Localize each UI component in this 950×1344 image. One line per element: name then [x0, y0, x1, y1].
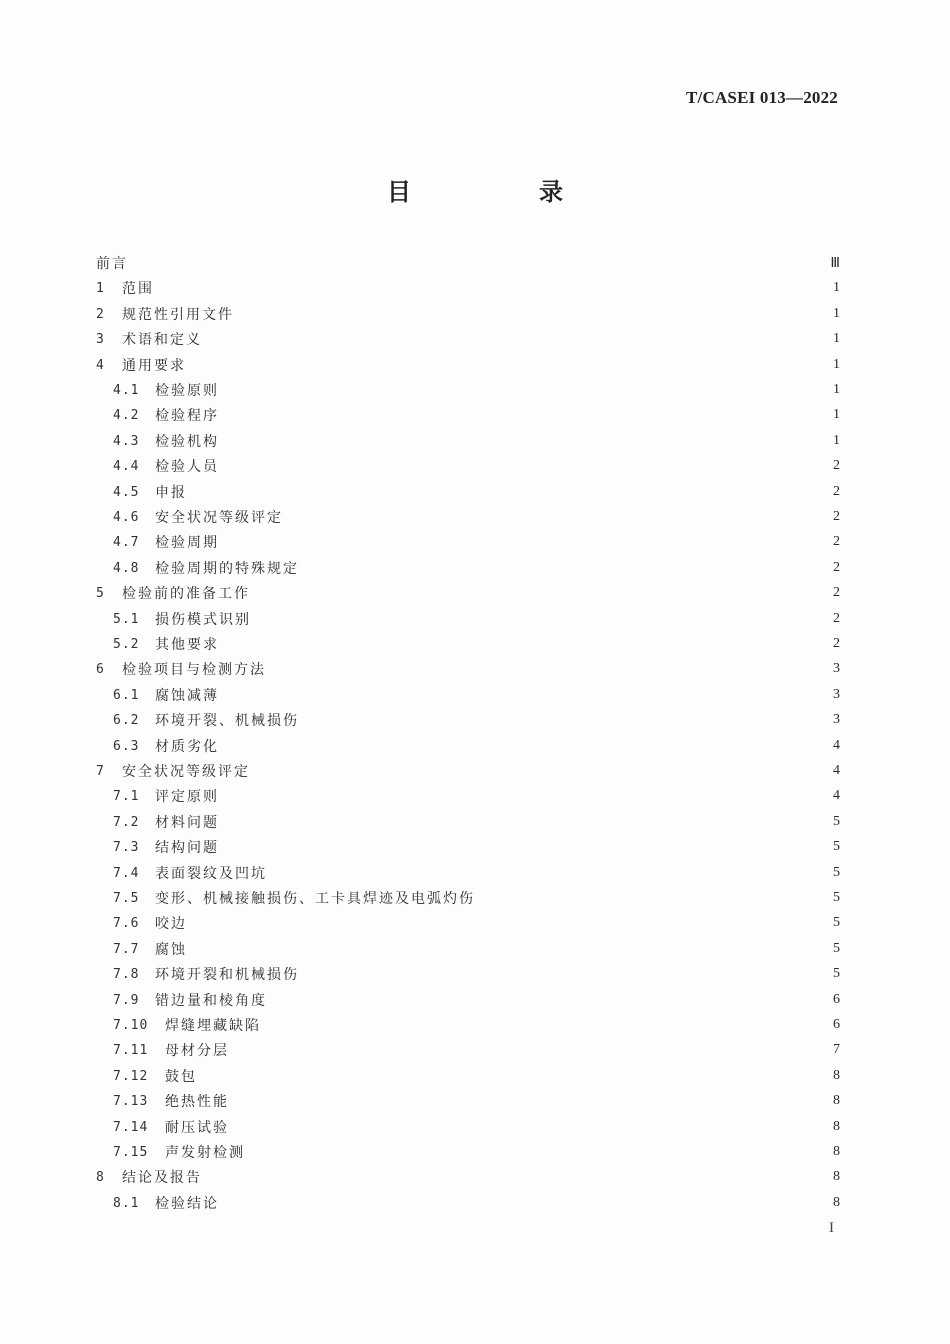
- toc-entry-label: 绝热性能: [165, 1094, 229, 1110]
- toc-entry-page: 2: [833, 585, 840, 600]
- toc-entry[interactable]: [113, 379, 840, 401]
- toc-entry-number: 7.4: [113, 865, 140, 881]
- toc-entry-label: 术语和定义: [122, 332, 202, 348]
- toc-entry[interactable]: [113, 531, 840, 553]
- toc-entry[interactable]: [113, 455, 840, 477]
- toc-entry-page: 8: [833, 1169, 840, 1184]
- toc-entry-page: 1: [833, 280, 840, 295]
- toc-entry-label: 鼓包: [165, 1069, 197, 1085]
- toc-entry-number: 7.6: [113, 915, 140, 931]
- dot-leader: [225, 811, 822, 833]
- dot-leader: [289, 506, 822, 528]
- toc-entry[interactable]: [113, 1090, 840, 1112]
- dot-leader: [272, 658, 822, 680]
- toc-entry-number: 8: [96, 1169, 105, 1185]
- dot-leader: [481, 887, 822, 909]
- toc-entry-page: 6: [833, 992, 840, 1007]
- toc-entry-label: 咬边: [155, 916, 187, 932]
- toc-entry-page: 5: [833, 814, 840, 829]
- toc-entry-number: 7.2: [113, 814, 140, 830]
- toc-entry-label: 检验周期: [155, 535, 219, 551]
- dot-leader: [134, 252, 822, 274]
- dot-leader: [256, 582, 822, 604]
- dot-leader: [160, 277, 822, 299]
- toc-entry-page: 8: [833, 1093, 840, 1108]
- toc-entry-page: 4: [833, 738, 840, 753]
- page-title: 目 录: [387, 178, 615, 206]
- toc-entry-label: 错边量和棱角度: [155, 993, 267, 1009]
- toc-entry-number: 4.6: [113, 509, 140, 525]
- toc-entry-number: 5.2: [113, 636, 140, 652]
- toc-entry-label: 安全状况等级评定: [155, 510, 283, 526]
- toc-entry-number: 7: [96, 763, 105, 779]
- toc-entry-number: 4.5: [113, 484, 140, 500]
- toc-entry-label: 腐蚀减薄: [155, 688, 219, 704]
- toc-entry[interactable]: [113, 785, 840, 807]
- toc-entry-page: 1: [833, 306, 840, 321]
- toc-entry-number: 5.1: [113, 611, 140, 627]
- toc-entry-page: 1: [833, 331, 840, 346]
- toc-entry-label: 结构问题: [155, 840, 219, 856]
- dot-leader: [235, 1039, 822, 1061]
- toc-entry-label: 评定原则: [155, 789, 219, 805]
- dot-leader: [225, 836, 822, 858]
- toc-entry[interactable]: [113, 1116, 840, 1138]
- dot-leader: [235, 1090, 822, 1112]
- toc-entry-label: 通用要求: [122, 358, 186, 374]
- dot-leader: [225, 735, 822, 757]
- toc-entry-number: 6: [96, 661, 105, 677]
- toc-entry-number: 7.3: [113, 839, 140, 855]
- toc-entry[interactable]: [96, 303, 840, 325]
- toc-entry[interactable]: [96, 252, 840, 274]
- toc-entry-page: 7: [833, 1042, 840, 1057]
- toc-entry-page: 3: [833, 712, 840, 727]
- toc-entry-page: 1: [833, 382, 840, 397]
- page-number: I: [829, 1220, 834, 1236]
- toc-entry-number: 6.3: [113, 738, 140, 754]
- toc-entry[interactable]: [96, 658, 840, 680]
- dot-leader: [305, 963, 822, 985]
- toc-entry-page: Ⅲ: [830, 255, 840, 271]
- toc-entry-label: 损伤模式识别: [155, 612, 251, 628]
- dot-leader: [235, 1116, 822, 1138]
- toc-entry-label: 结论及报告: [122, 1170, 202, 1186]
- toc-entry[interactable]: [113, 989, 840, 1011]
- dot-leader: [273, 862, 822, 884]
- toc-entry-label: 腐蚀: [155, 942, 187, 958]
- toc-entry-label: 环境开裂和机械损伤: [155, 967, 299, 983]
- toc-entry-number: 2: [96, 306, 105, 322]
- toc-entry-page: 2: [833, 611, 840, 626]
- dot-leader: [267, 1014, 822, 1036]
- toc-entry-page: 4: [833, 763, 840, 778]
- toc-entry-number: 7.14: [113, 1119, 149, 1135]
- toc-entry-page: 2: [833, 534, 840, 549]
- dot-leader: [208, 1166, 822, 1188]
- toc-entry-number: 7.5: [113, 890, 140, 906]
- toc-entry-page: 2: [833, 636, 840, 651]
- toc-entry-page: 3: [833, 661, 840, 676]
- toc-entry-number: 4.3: [113, 433, 140, 449]
- dot-leader: [225, 531, 822, 553]
- toc-entry[interactable]: [113, 1014, 840, 1036]
- toc-entry-page: 3: [833, 687, 840, 702]
- toc-entry-number: 4: [96, 357, 105, 373]
- toc-entry-number: 7.10: [113, 1017, 149, 1033]
- toc-entry[interactable]: [113, 735, 840, 757]
- toc-entry-number: 7.13: [113, 1093, 149, 1109]
- toc-entry-number: 8.1: [113, 1195, 140, 1211]
- toc-entry-number: 7.12: [113, 1068, 149, 1084]
- toc-entry[interactable]: [96, 1166, 840, 1188]
- toc-entry-page: 6: [833, 1017, 840, 1032]
- toc-entry-number: 7.15: [113, 1144, 149, 1160]
- toc-entry-number: 4.7: [113, 534, 140, 550]
- toc-entry[interactable]: [113, 481, 840, 503]
- toc-entry[interactable]: [113, 1065, 840, 1087]
- dot-leader: [225, 785, 822, 807]
- toc-entry[interactable]: [113, 404, 840, 426]
- toc-entry-label: 焊缝埋藏缺陷: [165, 1018, 261, 1034]
- toc-entry[interactable]: [96, 328, 840, 350]
- toc-entry-label: 检验前的准备工作: [122, 586, 250, 602]
- toc-entry-number: 7.8: [113, 966, 140, 982]
- toc-entry-page: 1: [833, 357, 840, 372]
- toc-entry-label: 其他要求: [155, 637, 219, 653]
- toc-entry-label: 申报: [155, 485, 187, 501]
- toc-entry-label: 耐压试验: [165, 1120, 229, 1136]
- toc-entry-page: 2: [833, 509, 840, 524]
- dot-leader: [193, 912, 822, 934]
- dot-leader: [251, 1141, 822, 1163]
- dot-leader: [305, 709, 822, 731]
- toc-entry-page: 5: [833, 915, 840, 930]
- toc-entry-label: 声发射检测: [165, 1145, 245, 1161]
- toc-entry-page: 2: [833, 484, 840, 499]
- toc-entry-page: 8: [833, 1068, 840, 1083]
- standard-code: T/CASEI 013—2022: [686, 88, 838, 107]
- toc-entry-label: 材料问题: [155, 815, 219, 831]
- toc-entry-label: 范围: [122, 281, 154, 297]
- toc-entry-page: 5: [833, 839, 840, 854]
- toc-entry-number: 7.11: [113, 1042, 149, 1058]
- toc-entry-label: 检验项目与检测方法: [122, 662, 266, 678]
- dot-leader: [225, 633, 822, 655]
- toc-entry-label: 检验原则: [155, 383, 219, 399]
- toc-entry-label: 表面裂纹及凹坑: [155, 866, 267, 882]
- toc-entry[interactable]: [113, 1141, 840, 1163]
- toc-entry[interactable]: [113, 938, 840, 960]
- toc-entry[interactable]: [113, 506, 840, 528]
- dot-leader: [225, 404, 822, 426]
- toc-entry-label: 检验程序: [155, 408, 219, 424]
- toc-entry-page: 5: [833, 865, 840, 880]
- toc-entry[interactable]: [113, 811, 840, 833]
- toc-entry[interactable]: [96, 582, 840, 604]
- toc-entry[interactable]: [113, 684, 840, 706]
- toc-entry-label: 材质劣化: [155, 739, 219, 755]
- toc-entry-label: 环境开裂、机械损伤: [155, 713, 299, 729]
- toc-entry-page: 8: [833, 1119, 840, 1134]
- toc-entry-page: 1: [833, 433, 840, 448]
- toc-entry-page: 5: [833, 941, 840, 956]
- toc-entry-number: 6.2: [113, 712, 140, 728]
- toc-entry-number: 7.7: [113, 941, 140, 957]
- toc-entry-number: 5: [96, 585, 105, 601]
- toc-entry[interactable]: [113, 557, 840, 579]
- toc-entry-page: 5: [833, 890, 840, 905]
- dot-leader: [257, 608, 822, 630]
- toc-entry-label: 规范性引用文件: [122, 307, 234, 323]
- dot-leader: [273, 989, 822, 1011]
- toc-entry[interactable]: [113, 709, 840, 731]
- dot-leader: [225, 379, 822, 401]
- toc-entry-number: 7.9: [113, 992, 140, 1008]
- dot-leader: [256, 760, 822, 782]
- toc-entry-page: 8: [833, 1195, 840, 1210]
- toc-entry-number: 4.4: [113, 458, 140, 474]
- toc-entry[interactable]: [113, 887, 840, 909]
- dot-leader: [203, 1065, 822, 1087]
- toc-entry[interactable]: [113, 633, 840, 655]
- dot-leader: [240, 303, 822, 325]
- toc-entry-number: 4.8: [113, 560, 140, 576]
- toc-entry-label: 母材分层: [165, 1043, 229, 1059]
- toc-entry[interactable]: [113, 430, 840, 452]
- toc-entry-page: 8: [833, 1144, 840, 1159]
- toc-entry[interactable]: [96, 760, 840, 782]
- dot-leader: [193, 481, 822, 503]
- dot-leader: [225, 1192, 822, 1214]
- toc-entry-page: 1: [833, 407, 840, 422]
- toc-entry-number: 3: [96, 331, 105, 347]
- toc-entry[interactable]: [113, 836, 840, 858]
- dot-leader: [193, 938, 822, 960]
- toc-entry-label: 安全状况等级评定: [122, 764, 250, 780]
- toc-entry-number: 4.1: [113, 382, 140, 398]
- toc-entry-page: 5: [833, 966, 840, 981]
- toc-entry-page: 2: [833, 560, 840, 575]
- toc-entry[interactable]: [113, 862, 840, 884]
- toc-entry-number: 7.1: [113, 788, 140, 804]
- toc-entry-number: 6.1: [113, 687, 140, 703]
- toc-entry[interactable]: [113, 1039, 840, 1061]
- toc-entry-label: 检验人员: [155, 459, 219, 475]
- toc-entry-page: 2: [833, 458, 840, 473]
- toc-entry-label: 前言: [96, 256, 128, 272]
- dot-leader: [225, 455, 822, 477]
- toc-entry-number: 1: [96, 280, 105, 296]
- toc-entry[interactable]: [113, 912, 840, 934]
- toc-entry-page: 4: [833, 788, 840, 803]
- toc-entry-label: 检验周期的特殊规定: [155, 561, 299, 577]
- toc-entry[interactable]: [113, 963, 840, 985]
- toc-entry-label: 检验结论: [155, 1196, 219, 1212]
- dot-leader: [225, 684, 822, 706]
- toc-entry[interactable]: [113, 608, 840, 630]
- dot-leader: [192, 354, 822, 376]
- toc-entry-label: 变形、机械接触损伤、工卡具焊迹及电弧灼伤: [155, 891, 475, 907]
- toc-entry[interactable]: [113, 1192, 840, 1214]
- toc-entry-number: 4.2: [113, 407, 140, 423]
- dot-leader: [208, 328, 822, 350]
- toc-entry[interactable]: [96, 277, 840, 299]
- toc-entry[interactable]: [96, 354, 840, 376]
- dot-leader: [225, 430, 822, 452]
- toc-entry-label: 检验机构: [155, 434, 219, 450]
- dot-leader: [305, 557, 822, 579]
